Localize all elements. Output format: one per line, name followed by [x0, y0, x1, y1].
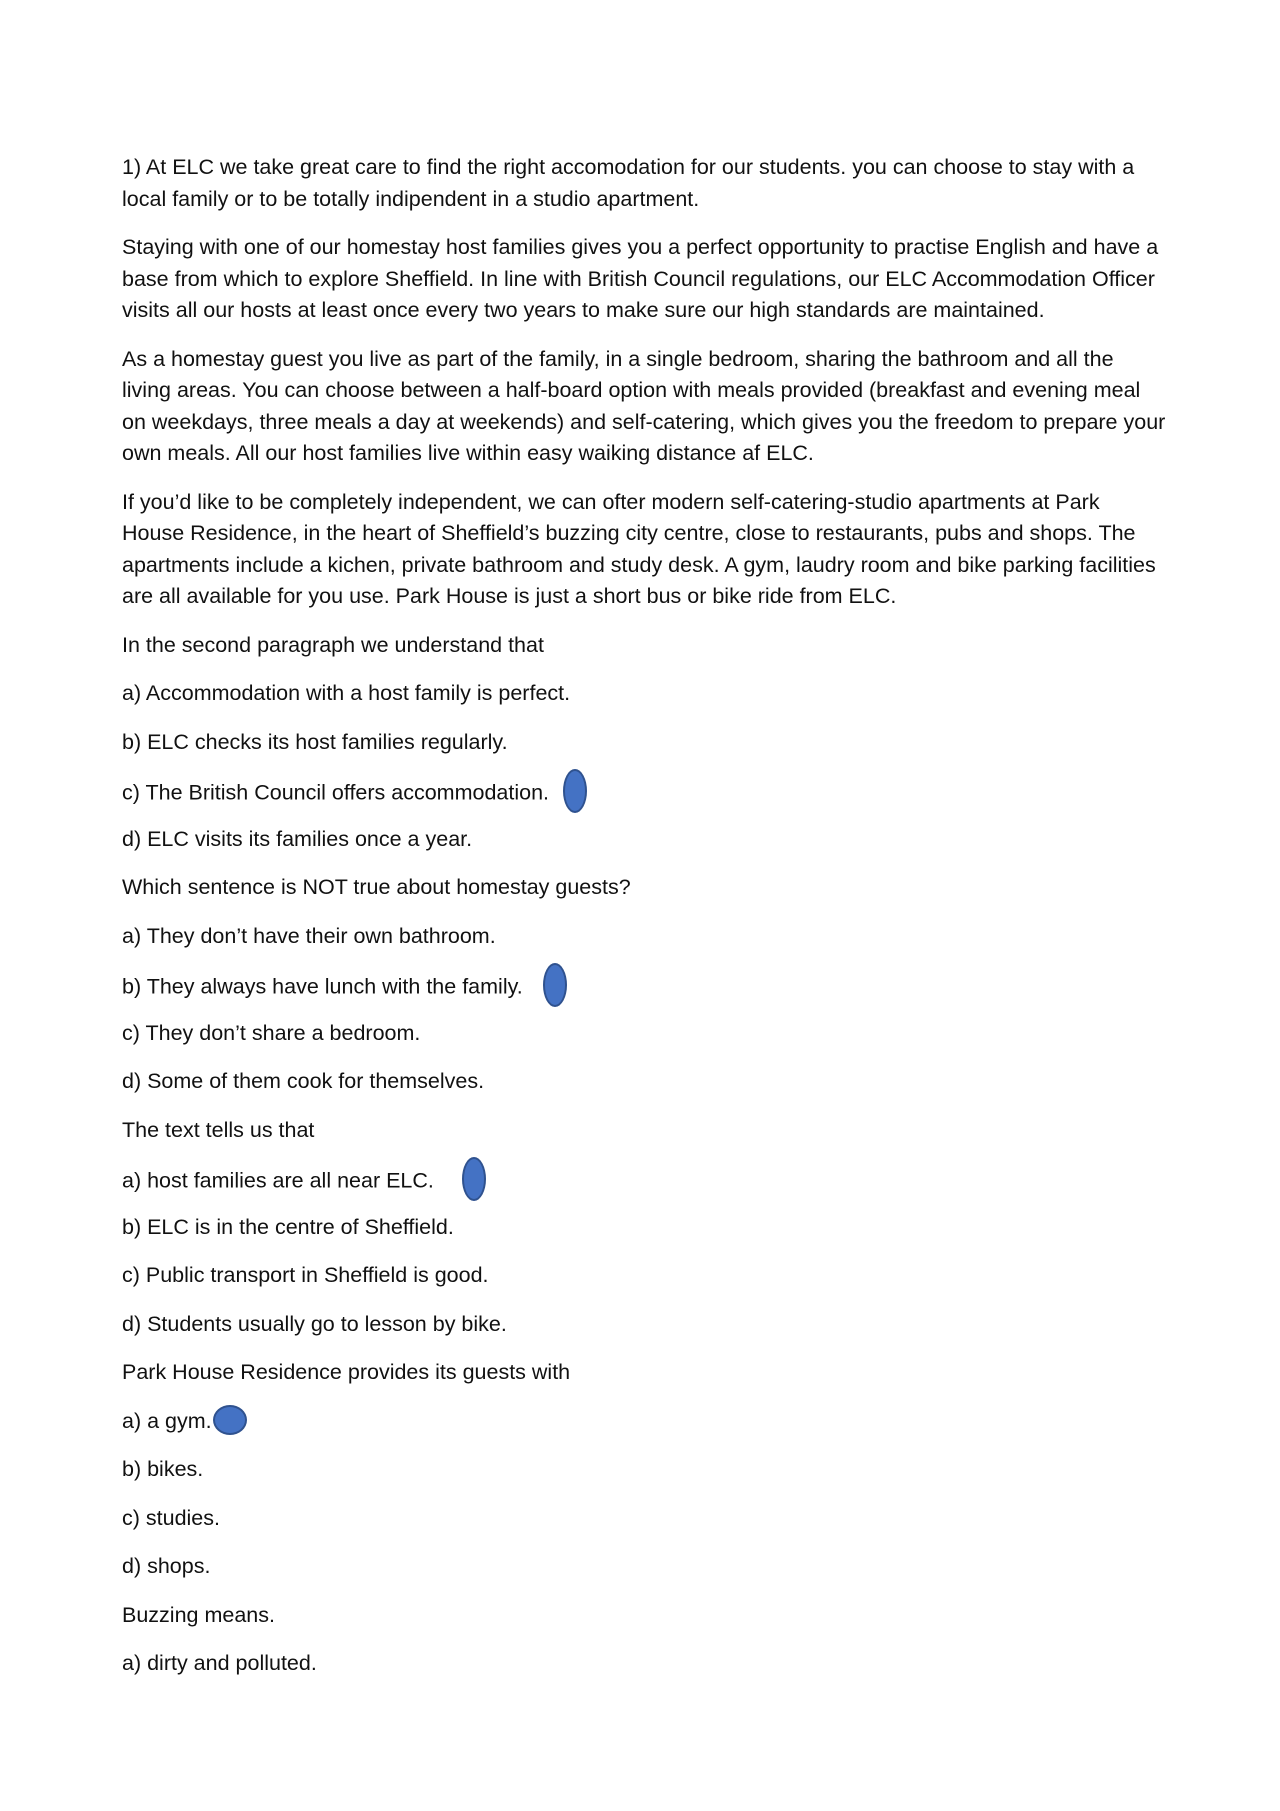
question-option[interactable] [122, 921, 1167, 953]
question-option[interactable] [122, 1648, 1167, 1680]
question-option[interactable] [122, 727, 1167, 759]
question-option[interactable] [122, 775, 1167, 807]
question-prompt: Buzzing means. [122, 1602, 275, 1627]
paragraph-intro: 1) At ELC we take great care to find the right accomodation for our students. you can choose to stay with a local family or to be totally indipendent in a studio apartment. [122, 155, 1135, 211]
question-prompt: In the second paragraph we understand that [122, 632, 544, 657]
answer-mark-oval [213, 1405, 247, 1435]
option-text: b) ELC is in the centre of Sheffield. [122, 1214, 454, 1239]
option-text: c) They don’t share a bedroom. [122, 1020, 421, 1045]
option-text: a) host families are all near ELC. [122, 1168, 434, 1193]
question-option[interactable] [122, 1551, 1167, 1583]
question-option[interactable] [122, 1309, 1167, 1341]
option-text: c) Public transport in Sheffield is good. [122, 1263, 489, 1287]
answer-mark-oval [462, 1157, 486, 1201]
option-text: b) bikes. [122, 1457, 204, 1481]
paragraph-homestay: Staying with one of our homestay host families gives you a perfect opportunity to practise English and have a base from which to explore Sheffield. In line with British Council regulations, our ELC Accommodation Officer visits all our hosts at least once every two years to make sure our high standards are maintained. [122, 235, 1159, 322]
paragraph-homestay-guest: As a homestay guest you live as part of the family, in a single bedroom, sharing the bathroom and all the living areas. You can choose between a half-board option with meals provided (breakfast and evening meal on weekdays, three meals a day at weekends) and self-catering, which gives you the freedom to prepare your own meals. All our host families live within easy waiking distance af ELC. [122, 346, 1166, 465]
question-prompt: Which sentence is NOT true about homestay guests? [122, 875, 631, 899]
option-text: d) ELC visits its families once a year. [122, 826, 473, 851]
question-option[interactable] [122, 1406, 1167, 1438]
option-text: d) Students usually go to lesson by bike. [122, 1311, 507, 1336]
question-option[interactable] [122, 969, 1167, 1001]
question-option[interactable] [122, 1212, 1167, 1244]
question-prompt: Park House Residence provides its guests with [122, 1360, 571, 1384]
question-option[interactable] [122, 678, 1167, 710]
option-text: d) shops. [122, 1554, 211, 1578]
option-text: c) The British Council offers accommodation. [122, 780, 549, 805]
option-text: b) ELC checks its host families regularly. [122, 729, 508, 754]
option-text: d) Some of them cook for themselves. [122, 1069, 485, 1093]
question-option[interactable] [122, 1454, 1167, 1486]
question-option[interactable] [122, 824, 1167, 856]
option-text: b) They always have lunch with the family. [122, 974, 523, 999]
question-option[interactable] [122, 1163, 1167, 1195]
document-body [122, 152, 1167, 1697]
option-text: c) studies. [122, 1505, 220, 1530]
option-text: a) They don’t have their own bathroom. [122, 923, 496, 948]
answer-mark-oval [563, 769, 587, 813]
question-prompt: The text tells us that [122, 1117, 315, 1142]
question-option[interactable] [122, 1066, 1167, 1098]
option-text: a) a gym. [122, 1408, 212, 1433]
paragraph-park-house: If you’d like to be completely independent, we can ofter modern self-catering-studio apartments at Park House Residence, in the heart of Sheffield’s buzzing city centre, close to restaurants, pubs and shops. The apartments include a kichen, private bathroom and study desk. A gym, laudry room and bike parking facilities are all available for you use. Park House is just a short bus or bike ride from ELC. [122, 489, 1156, 608]
option-text: a) dirty and polluted. [122, 1651, 317, 1675]
question-option[interactable] [122, 1503, 1167, 1535]
question-option[interactable] [122, 1260, 1167, 1292]
option-text: a) Accommodation with a host family is perfect. [122, 681, 571, 705]
question-option[interactable] [122, 1018, 1167, 1050]
answer-mark-oval [543, 963, 567, 1007]
